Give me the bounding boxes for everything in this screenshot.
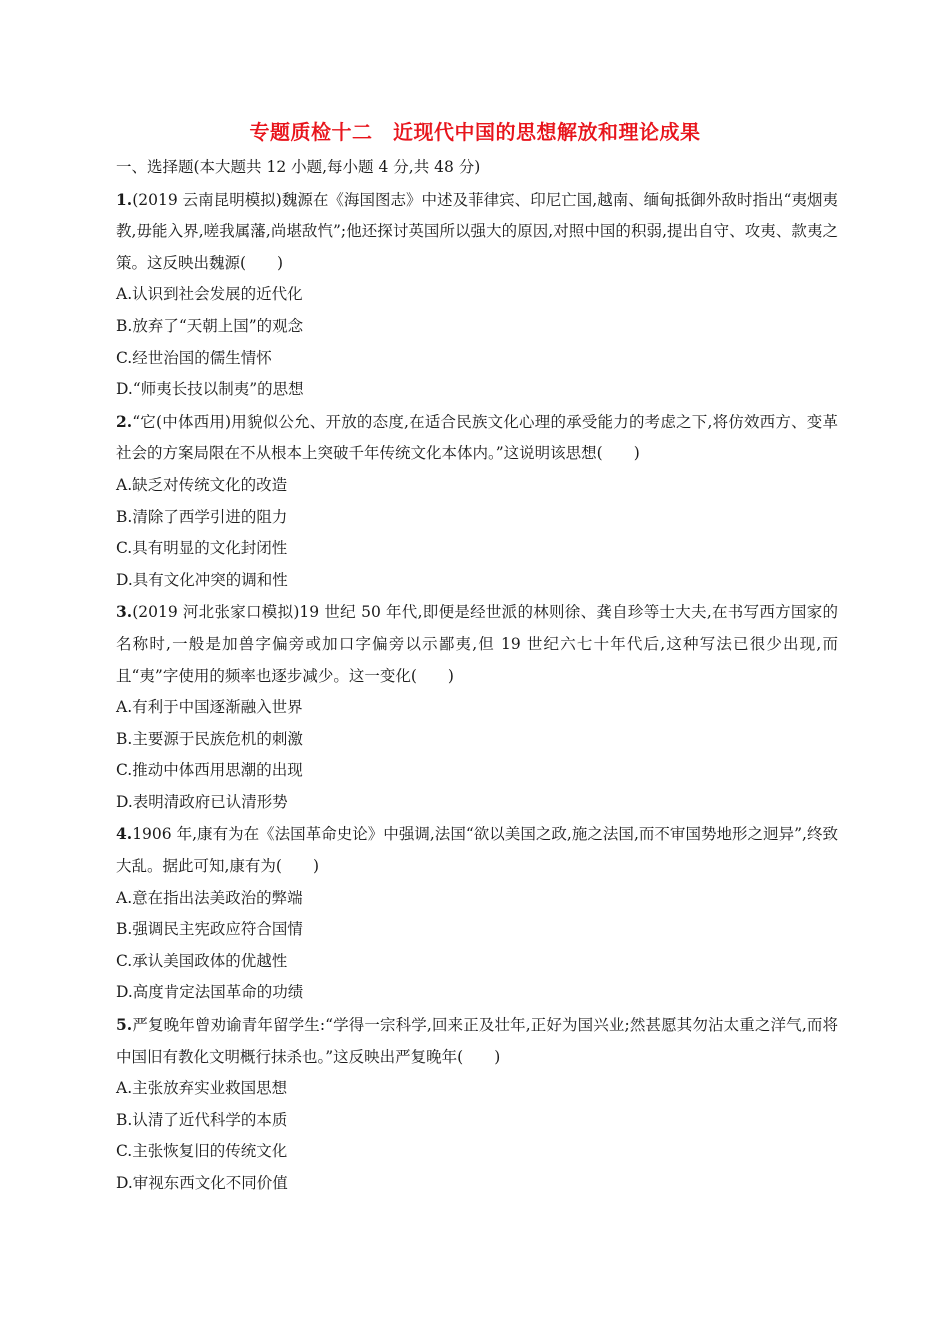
option-d: D.高度肯定法国革命的功绩 bbox=[116, 983, 304, 1002]
question-number: 5. bbox=[116, 1015, 133, 1035]
option-a: A.主张放弃实业救国思想 bbox=[116, 1079, 288, 1098]
option-b: B.放弃了“天朝上国”的观念 bbox=[116, 316, 304, 335]
option-b: B.认清了近代科学的本质 bbox=[116, 1110, 288, 1129]
option-c: C.推动中体西用思潮的出现 bbox=[116, 761, 303, 780]
option-b: B.主要源于民族危机的刺激 bbox=[116, 729, 303, 748]
question-text: 严复晚年曾劝谕青年留学生:“学得一宗科学,回来正及壮年,正好为国兴业;然甚愿其勿沾太重之洋气,而将中国旧有教化文明概行抹杀也。”这反映出严复晚年( ) bbox=[116, 1016, 838, 1066]
option-d: D.“师夷长技以制夷”的思想 bbox=[116, 380, 304, 399]
option-b: B.强调民主宪政应符合国情 bbox=[116, 920, 303, 939]
option-a: A.有利于中国逐渐融入世界 bbox=[116, 698, 303, 717]
question-text: 1906 年,康有为在《法国革命史论》中强调,法国“欲以美国之政,施之法国,而不审国势地形之迥异”,终致大乱。据此可知,康有为( ) bbox=[116, 825, 838, 876]
question-number: 4. bbox=[116, 824, 133, 844]
question-stem bbox=[116, 1009, 838, 1073]
option-a: A.认识到社会发展的近代化 bbox=[116, 285, 303, 304]
option-d: D.审视东西文化不同价值 bbox=[116, 1174, 288, 1192]
question-2 bbox=[116, 406, 838, 597]
section-heading: 一、选择题(本大题共 12 小题,每小题 4 分,共 48 分) bbox=[116, 158, 481, 176]
question-number: 1. bbox=[116, 189, 133, 209]
question-3 bbox=[116, 596, 838, 818]
document-content bbox=[116, 152, 838, 1200]
question-text: (2019 云南昆明模拟)魏源在《海国图志》中述及菲律宾、印尼亡国,越南、缅甸抵御外敌时指出“夷烟夷教,毋能入界,嗟我属藩,尚堪敌忾”;他还探讨英国所以强大的原因,对照中国的积弱,提出自守、攻夷、款夷之策。这反映出魏源( ) bbox=[116, 190, 838, 272]
option-d: D.具有文化冲突的调和性 bbox=[116, 570, 288, 589]
question-number: 2. bbox=[116, 411, 133, 431]
question-stem bbox=[116, 184, 838, 280]
question-1 bbox=[116, 184, 838, 406]
document-title: 专题质检十二 近现代中国的思想解放和理论成果 bbox=[249, 120, 701, 144]
question-number: 3. bbox=[116, 602, 133, 622]
question-text: (2019 河北张家口模拟)19 世纪 50 年代,即便是经世派的林则徐、龚自珍等士大夫,在书写西方国家的名称时,一般是加兽字偏旁或加口字偏旁以示鄙夷,但 19 世纪六七十年代后,这种写法已很少出现,而且“夷”字使用的频率也逐步减少。这一变化( ) bbox=[116, 603, 838, 685]
option-c: C.经世治国的儒生情怀 bbox=[116, 348, 272, 367]
option-c: C.主张恢复旧的传统文化 bbox=[116, 1142, 288, 1161]
option-a: A.意在指出法美政治的弊端 bbox=[116, 888, 303, 907]
option-a: A.缺乏对传统文化的改造 bbox=[116, 475, 288, 494]
question-stem bbox=[116, 818, 838, 882]
option-d: D.表明清政府已认清形势 bbox=[116, 792, 288, 811]
question-text: “它(中体西用)用貌似公允、开放的态度,在适合民族文化心理的承受能力的考虑之下,将仿效西方、变革社会的方案局限在不从根本上突破千年传统文化本体内。”这说明该思想( ) bbox=[116, 412, 838, 463]
option-c: C.承认美国政体的优越性 bbox=[116, 951, 288, 970]
question-5 bbox=[116, 1009, 838, 1200]
question-stem bbox=[116, 596, 838, 692]
option-b: B.清除了西学引进的阻力 bbox=[116, 507, 288, 526]
question-4 bbox=[116, 818, 838, 1009]
option-c: C.具有明显的文化封闭性 bbox=[116, 539, 288, 558]
question-stem bbox=[116, 406, 838, 470]
